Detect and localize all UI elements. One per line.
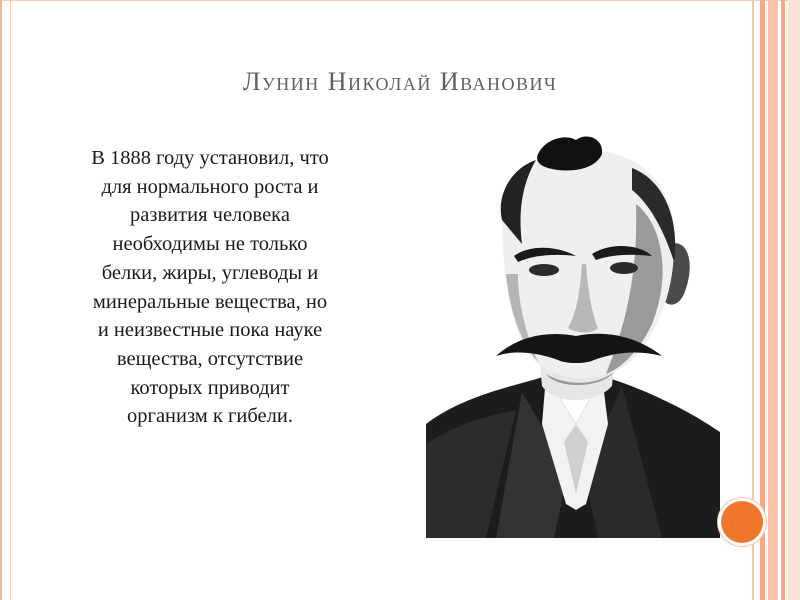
- decor-stripe: [768, 0, 778, 600]
- accent-circle: [721, 501, 763, 543]
- frame-left-inner-line: [10, 0, 11, 600]
- frame-top-line: [0, 0, 800, 1]
- decor-stripe: [788, 0, 800, 600]
- portrait-image: [426, 124, 720, 538]
- portrait-drawing-icon: [426, 124, 720, 538]
- slide-title: Лунин Николай Иванович: [242, 67, 558, 96]
- decor-stripe: [760, 0, 765, 600]
- decor-stripe: [781, 0, 785, 600]
- slide-body-text: В 1888 году установил, что для нормального роста и развития человека необходимы не только белки, жиры, углеводы и минеральные вещества, но и неизвестные пока науке вещества, отсутствие которых приводит организм к гибели.: [91, 147, 329, 428]
- frame-left-outer-line: [0, 0, 2, 600]
